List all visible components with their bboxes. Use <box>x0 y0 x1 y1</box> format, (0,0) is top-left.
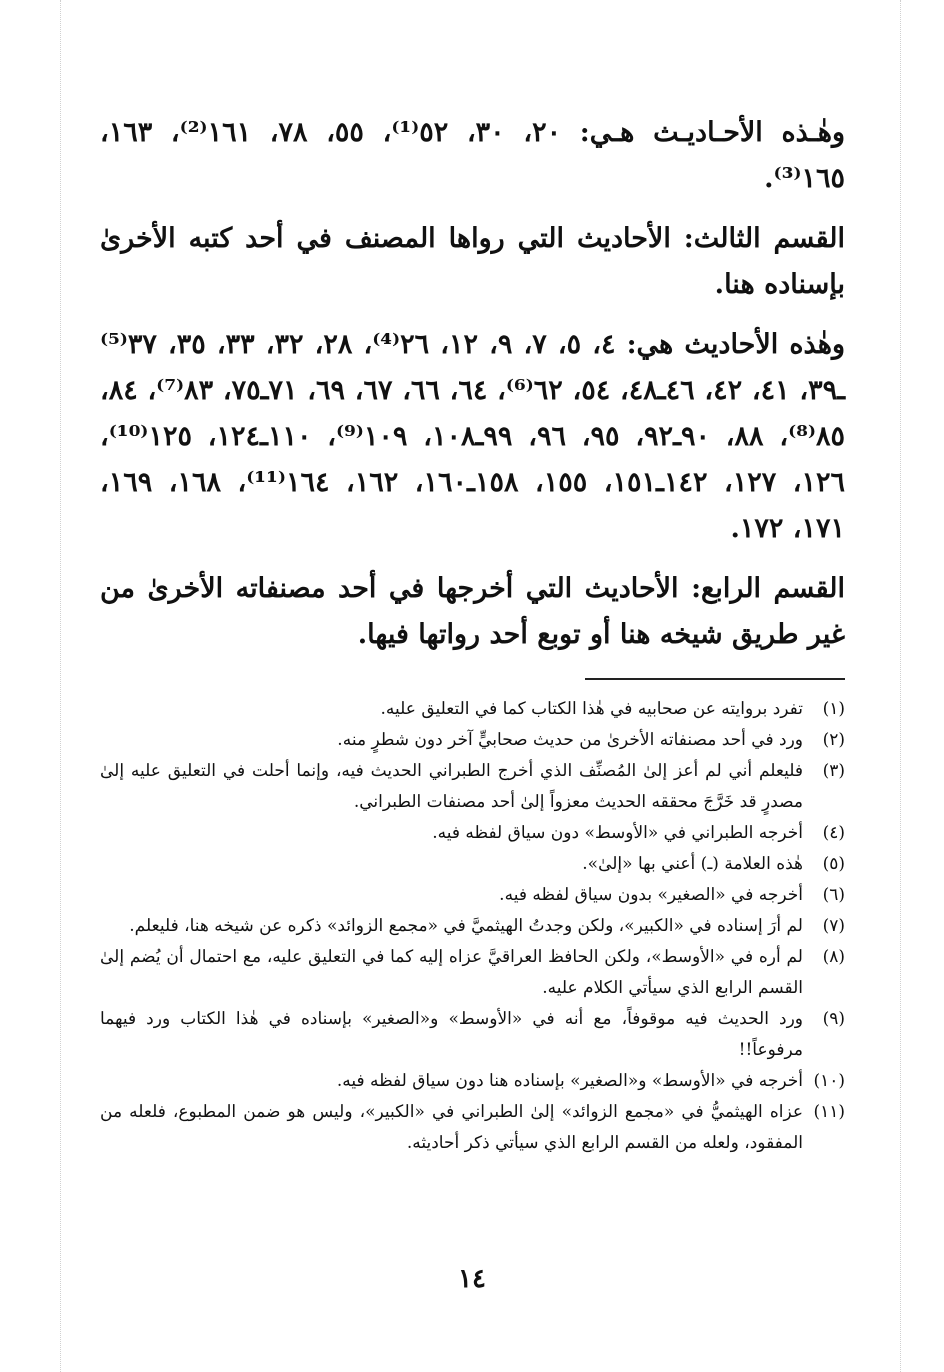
scan-margin-dots <box>60 0 61 1372</box>
footnote-number: (٥) <box>822 854 845 874</box>
footnote-number: (٢) <box>822 730 845 750</box>
footnote-separator <box>585 678 845 680</box>
footnote <box>100 942 845 1004</box>
footnote <box>100 818 845 849</box>
paragraph-hadith-list-2 <box>100 110 845 202</box>
footnote-text: ورد في أحد مصنفاته الأخرىٰ من حديث صحابيٍّ آخر دون شطرٍ منه. <box>337 730 803 750</box>
footnote-number: (١٠) <box>813 1071 845 1091</box>
footnote <box>100 911 845 942</box>
footnote-text: عزاه الهيثميُّ في «مجمع الزوائد» إلىٰ الطبراني في «الكبير»، وليس هو ضمن المطبوع، فلعله من المفقود، ولعله من القسم الرابع الذي سيأتي ذكر أحاديثه. <box>100 1102 803 1153</box>
footnote <box>100 1097 845 1159</box>
footnote-text: أخرجه في «الأوسط» و«الصغير» بإسناده هنا دون سياق لفظه فيه. <box>336 1071 803 1091</box>
footnote-text: ورد الحديث فيه موقوفاً، مع أنه في «الأوسط» و«الصغير» بإسناده في هٰذا الكتاب ورد فيهما مرفوعاً!! <box>100 1009 803 1060</box>
footnote <box>100 694 845 725</box>
footnote <box>100 880 845 911</box>
paragraph-hadith-list-3 <box>100 322 845 552</box>
footnote-text: فليعلم أني لم أعز إلىٰ المُصنِّف الذي أخرج الطبراني الحديث فيه، وإنما أحلت في التعليق عليه إلىٰ مصدرٍ قد خَرَّجَ محققه الحديث معزواً إلىٰ أحد مصنفات الطبراني. <box>100 761 803 812</box>
footnote <box>100 725 845 756</box>
footnote-number: (١١) <box>813 1102 845 1122</box>
footnote-number: (٧) <box>822 916 845 936</box>
footnote <box>100 756 845 818</box>
page-number: ١٤ <box>458 1264 486 1294</box>
paragraph-text: وهٰـذه الأحـاديـث هـي: ٢٠، ٣٠، ٥٢⁽¹⁾، ٥٥، ٧٨، ١٦١⁽²⁾، ١٦٣، ١٦٥⁽³⁾. <box>100 117 845 194</box>
footnote-text: أخرجه الطبراني في «الأوسط» دون سياق لفظه فيه. <box>432 823 803 843</box>
page-body <box>100 100 845 1159</box>
section-heading: القسم الثالث: <box>683 223 846 254</box>
footnote-number: (٤) <box>822 823 845 843</box>
footnote-text: أخرجه في «الصغير» بدون سياق لفظه فيه. <box>499 885 803 905</box>
paragraph-text: الأحاديث التي أخرجها في أحد مصنفاته الأخرىٰ من غير طريق شيخه هنا أو توبع أحد رواتها فيها. <box>100 573 845 650</box>
paragraph-text: الأحاديث التي رواها المصنف في أحد كتبه الأخرىٰ بإسناده هنا. <box>100 223 845 300</box>
footnote-number: (٣) <box>822 761 845 781</box>
footnote-text: هٰذه العلامة (ـ) أعني بها «إلىٰ». <box>582 854 803 874</box>
paragraph-section-3 <box>100 216 845 308</box>
paragraph-text: وهٰذه الأحاديث هي: ٤، ٥، ٧، ٩، ١٢، ٢٦⁽⁴⁾، ٢٨، ٣٢، ٣٣، ٣٥، ٣٧⁽⁵⁾ـ٣٩، ٤١، ٤٢، ٤٦ـ٤٨، ٥٤، ٦٢⁽⁶⁾، ٦٤، ٦٦، ٦٧، ٦٩، ٧١ـ٧٥، ٨٣⁽⁷⁾، ٨٤، ٨٥⁽⁸⁾، ٨٨، ٩٠ـ٩٢، ٩٥، ٩٦، ٩٩ـ١٠٨، ١٠٩⁽⁹⁾، ١١٠ـ١٢٤، ١٢٥⁽¹⁰⁾، ١٢٦، ١٢٧، ١٤٢ـ١٥١، ١٥٥، ١٥٨ـ١٦٠، ١٦٢، ١٦٤⁽¹¹⁾، ١٦٨، ١٦٩، ١٧١، ١٧٢. <box>100 329 846 544</box>
paragraph-section-4 <box>100 566 845 658</box>
footnote-number: (٦) <box>822 885 845 905</box>
footnotes <box>100 694 845 1159</box>
footnote <box>100 849 845 880</box>
section-heading: القسم الرابع: <box>691 573 845 604</box>
footnote <box>100 1066 845 1097</box>
footnote-text: لم أرَ إسناده في «الكبير»، ولكن وجدتُ الهيثميَّ في «مجمع الزوائد» ذكره عن شيخه هنا، فليعلم. <box>129 916 803 936</box>
footnote-number: (٨) <box>822 947 845 967</box>
footnote-text: تفرد بروايته عن صحابيه في هٰذا الكتاب كما في التعليق عليه. <box>380 699 803 719</box>
footnote-text: لم أره في «الأوسط»، ولكن الحافظ العراقيَّ عزاه إليه كما في التعليق عليه، مع احتمال أن يُضم إلىٰ القسم الرابع الذي سيأتي الكلام عليه. <box>100 947 803 998</box>
footnote <box>100 1004 845 1066</box>
footnote-number: (٩) <box>822 1009 845 1029</box>
scan-margin-dots <box>900 0 901 1372</box>
footnote-number: (١) <box>822 699 845 719</box>
